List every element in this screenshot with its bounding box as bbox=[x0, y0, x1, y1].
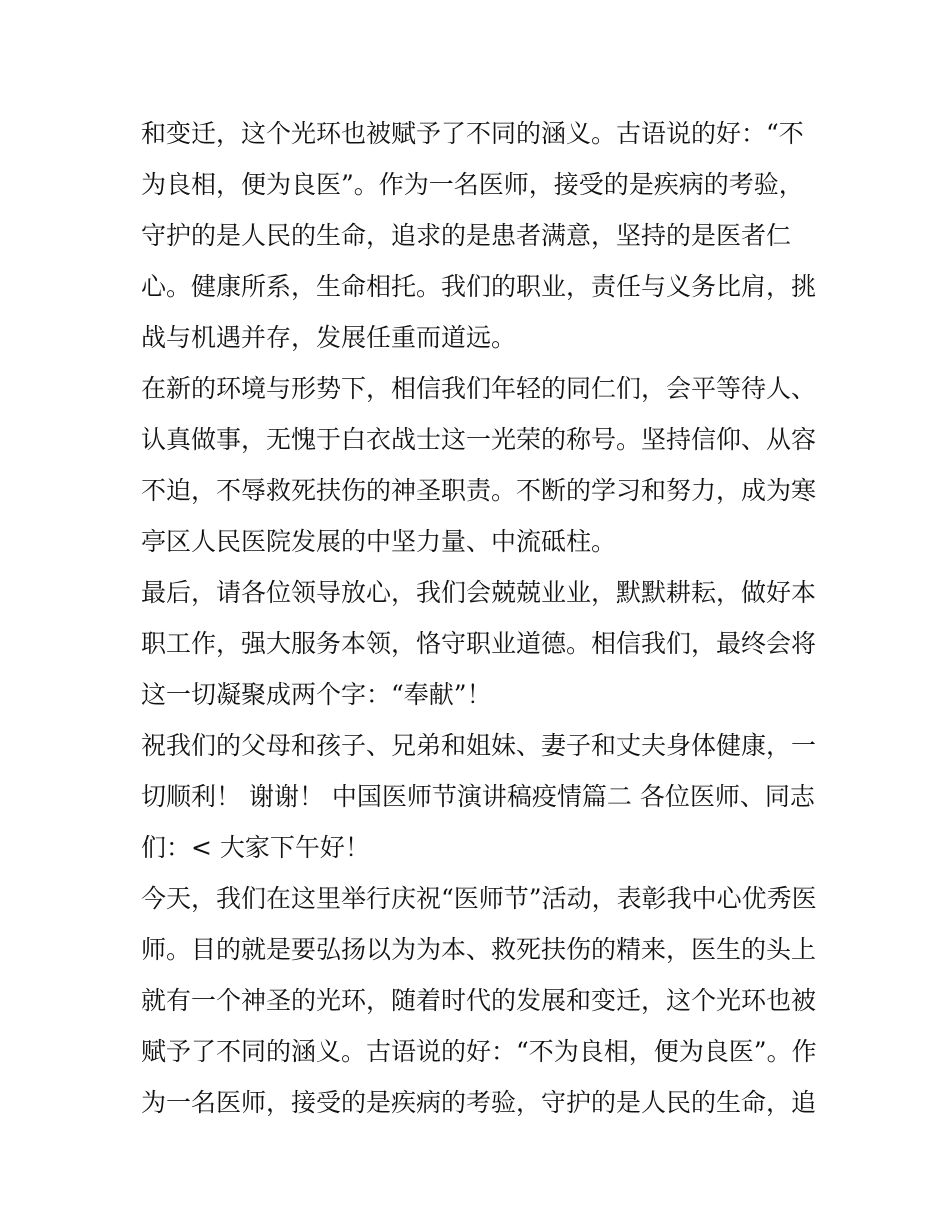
text-line: 祝我们的父母和孩子、兄弟和姐妹、妻子和丈夫身体健康，一 bbox=[141, 731, 817, 760]
text-line: 赋予了不同的涵义。古语说的好：“不为良相，便为良医”。作 bbox=[141, 1037, 817, 1066]
text-line: 切顺利！ 谢谢！ 中国医师节演讲稿疫情篇二 各位医师、同志 bbox=[141, 782, 815, 811]
text-line: 职工作，强大服务本领，恪守职业道德。相信我们，最终会将 bbox=[141, 629, 817, 658]
document-body bbox=[141, 108, 821, 1128]
text-line: 守护的是人民的生命，追求的是患者满意，坚持的是医者仁 bbox=[141, 221, 792, 250]
text-line: 心。健康所系，生命相托。我们的职业，责任与义务比肩，挑 bbox=[141, 272, 817, 301]
text-line: 这一切凝聚成两个字：“奉献”！ bbox=[141, 680, 492, 709]
text-line: 师。目的就是要弘扬以为为本、救死扶伤的精来，医生的头上 bbox=[141, 935, 817, 964]
text-line: 亭区人民医院发展的中坚力量、中流砥柱。 bbox=[141, 527, 617, 556]
text-line: 在新的环境与形势下，相信我们年轻的同仁们，会平等待人、 bbox=[141, 374, 817, 403]
text-line: 就有一个神圣的光环，随着时代的发展和变迁，这个光环也被 bbox=[141, 986, 817, 1015]
text-line: 们：< 大家下午好！ bbox=[141, 833, 370, 862]
text-line: 为一名医师，接受的是疾病的考验，守护的是人民的生命，追 bbox=[141, 1088, 817, 1117]
text-line: 和变迁，这个光环也被赋予了不同的涵义。古语说的好：“不 bbox=[141, 119, 804, 148]
text-line: 不迫，不辱救死扶伤的神圣职责。不断的学习和努力，成为寒 bbox=[141, 476, 817, 505]
text-line: 今天，我们在这里举行庆祝“医师节”活动，表彰我中心优秀医 bbox=[141, 884, 817, 913]
text-line: 认真做事，无愧于白衣战士这一光荣的称号。坚持信仰、从容 bbox=[141, 425, 817, 454]
text-line: 最后，请各位领导放心，我们会兢兢业业，默默耕耘，做好本 bbox=[141, 578, 817, 607]
text-line: 战与机遇并存，发展任重而道远。 bbox=[141, 323, 517, 352]
text-line: 为良相，便为良医”。作为一名医师，接受的是疾病的考验， bbox=[141, 170, 804, 199]
